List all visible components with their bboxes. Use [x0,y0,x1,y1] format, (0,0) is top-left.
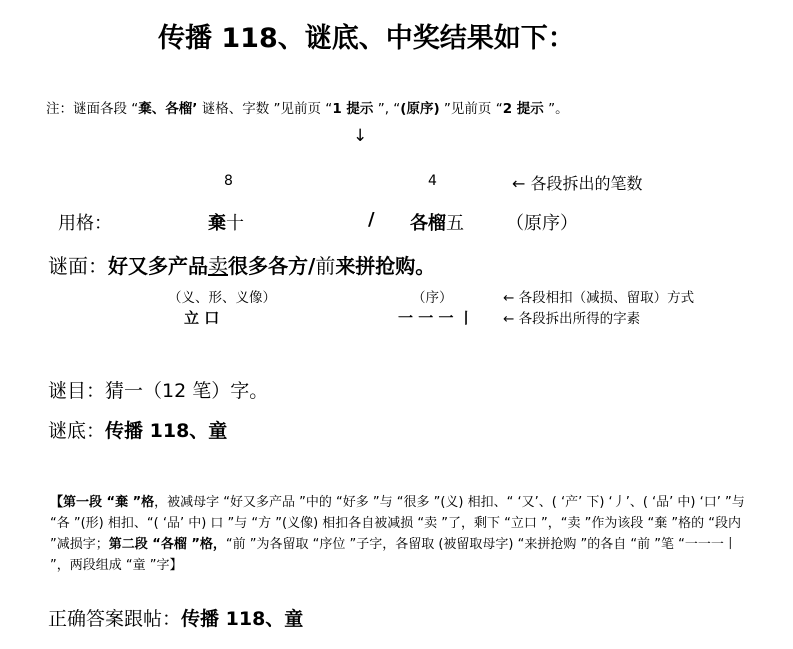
breakdown-method-seg1: （义、形、义像） [168,290,276,306]
explanation-seg2-title: 第二段 “各榴 ”格， [108,537,226,552]
usage-separator: / [368,209,375,230]
usage-part1-name: 棄 [208,213,226,234]
explanation-seg1-text: ，被减母字 “好又多产品 ”中的 “好多 ”与 “很多 ”(义) 相扣、“ ‘又’、( ‘产’ 下) ‘丿’、( ‘品’ 中) ‘口’ ”与 “各 ”(形) 相扣、“( ‘品’ 中) 口 ”与 “方 ”(义像) 相扣各自被减损 “卖 ”了，剩下 “立口 ”，“卖 ”作为该段 “棄 ”格的 “段内 ”减损字； [50,495,745,552]
breakdown-result-seg1: 立 口 [184,309,220,327]
answer-label: 谜底： [48,420,106,442]
note-mid2: ”, “ [373,101,401,117]
usage-label: 用格： [58,213,112,234]
note-mid3: ”见前页 “ [439,101,503,117]
riddle-goal: 谜目：猜一（12 笔）字。 [48,380,269,402]
riddle-text-4: 前 [315,254,336,278]
usage-order: （原序） [506,213,578,234]
correct-value: 传播 118、童 [181,608,304,630]
explanation-block [50,492,760,576]
answer-value: 传播 118、童 [105,420,228,442]
usage-part2-name: 各榴 [410,213,446,234]
stroke-count-seg2: 4 [428,173,437,189]
riddle-text-1: 好又多产品 [108,254,208,278]
usage-part2 [410,209,464,235]
stroke-count-seg1: 8 [224,173,233,189]
riddle-text-3: 很多各方/ [228,254,316,278]
note-suffix: ”。 [543,101,569,117]
note-part1: 棄、各榴’ [138,101,198,117]
note-mid: 谜格、字数 ”见前页 “ [197,101,333,117]
note-part3: (原序) [400,101,440,117]
explanation-seg1-title: 【第一段 “棄 ”格 [50,495,155,510]
usage-part1-count: 十 [226,213,244,234]
note-prefix: 注：谜面各段 “ [46,101,139,117]
correct-label: 正确答案跟帖： [48,608,182,630]
correct-answer-line [48,604,303,631]
explanation-paragraph [50,492,760,576]
usage-part1 [208,209,244,235]
explanation-seg2-text: “前 ”为各留取 “序位 ”子字，各留取 (被留取母字) “来拼抢购 ”的各自 “前 ”笔 “一一一丨 ”，两段组成 “童 ”字】 [50,537,737,573]
breakdown-result-seg2: 一 一 一 丨 [398,309,474,327]
note-part2: 1 提示 [332,101,374,117]
usage-part2-count: 五 [446,213,464,234]
riddle-line [48,250,435,279]
riddle-label: 谜面： [48,254,108,278]
riddle-text-5: 来拼抢购。 [335,254,436,278]
breakdown-result-label: ← 各段拆出所得的字素 [503,311,641,327]
riddle-answer [48,416,227,443]
stroke-count-label: ← 各段拆出的笔数 [512,174,643,193]
page-title: 传播 118、谜底、中奖结果如下： [158,23,575,54]
note-line [46,97,569,117]
breakdown-method-seg2: （序） [412,290,453,306]
riddle-text-2: 卖 [208,254,228,278]
breakdown-method-label: ← 各段相扣（减损、留取）方式 [503,290,695,306]
down-arrow-icon: ↓ [353,126,368,146]
note-part4: 2 提示 [502,101,544,117]
